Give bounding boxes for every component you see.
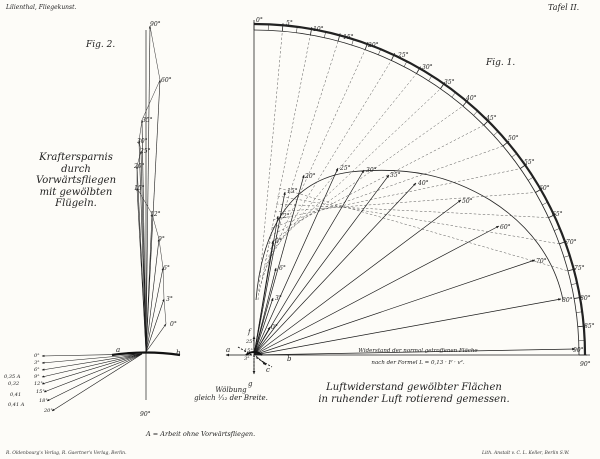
- fig1-origin-arrow-c: [256, 356, 266, 365]
- fig2-vert-label-12: 12°: [150, 211, 161, 218]
- fig1-label: Fig. 1.: [486, 58, 516, 68]
- fig1-outer-label-85: 85°: [584, 323, 595, 330]
- fig1-outer-label-55: 55°: [524, 159, 535, 166]
- fig1-outer-label-65: 65°: [552, 211, 563, 218]
- fig1-force-arrow: [254, 299, 561, 355]
- fig2-vert-label-3: 3°: [166, 296, 173, 303]
- fig1-dashed-ray: [279, 188, 568, 271]
- fig2-title-line2: durch Vorwärtsfliegen: [35, 163, 117, 186]
- fig1-outer-label-5: 5°: [286, 20, 293, 27]
- fig1-outer-label-15: 15°: [343, 34, 354, 41]
- fig1-outer-arc: [254, 30, 579, 355]
- fig1-inner-label-15: 15°: [287, 188, 298, 195]
- fig2-fan-arrow: [52, 354, 142, 411]
- fig1-outer-label-40: 40°: [466, 95, 477, 102]
- fig2-vert-label-30: 30°: [137, 138, 148, 145]
- fig1-outer-label-75: 75°: [574, 265, 585, 272]
- fig1-inner-label-0: 0°: [271, 324, 278, 331]
- fig2-fan-label-15: 15°: [36, 389, 45, 395]
- fig2-vert-label-35: 35°: [142, 117, 153, 124]
- fig1-inner-label-50: 50°: [462, 198, 473, 205]
- fig1-arc-tick: [474, 111, 478, 115]
- fig2-vert-label-60: 60°: [161, 77, 172, 84]
- fig1-inner-label-9: 9°: [275, 238, 282, 245]
- fig2-fan-arrow: [42, 354, 142, 356]
- fig1-dashed-ray: [272, 146, 503, 228]
- fig2-fan-label-0: 0°: [34, 353, 40, 359]
- fig1-outer-label-45: 45°: [486, 115, 497, 122]
- fig2-vert-label-25: 25°: [140, 148, 151, 155]
- header-left: Lilienthal, Fliegekunst.: [6, 4, 77, 11]
- fig1-letter-a: a: [226, 346, 231, 354]
- fig2-ratio-label-2: 0,32: [8, 381, 20, 387]
- fig1-extra-label-25: 25°: [246, 339, 255, 345]
- fig2-fan-label-18: 18°: [39, 398, 48, 404]
- fig1-outer-label-60: 60°: [539, 185, 550, 192]
- header-right: Tafel II.: [548, 3, 580, 12]
- fig2-top-label: 90°: [150, 21, 161, 28]
- fig1-inner-label-25: 25°: [340, 165, 351, 172]
- fig2-fan-label-9: 9°: [34, 374, 40, 380]
- fig2-ratio-label-4: 0,41 A: [8, 402, 25, 408]
- fig1-dashed-ray: [264, 60, 391, 268]
- fig1-letter-c: c: [266, 366, 270, 374]
- fig2-ratio-label-3: 0,41: [10, 392, 22, 398]
- fig1-inner-label-70: 70°: [536, 258, 547, 265]
- fig1-letter-f: f: [248, 328, 251, 336]
- fig2-vert-label-15: 15°: [134, 185, 145, 192]
- fig1-title-line1: Luftwiderstand gewölbter Flächen: [326, 382, 502, 393]
- fig1-outer-label-90: 90°: [580, 361, 591, 368]
- fig1-inner-label-90: 90°: [573, 347, 584, 354]
- fig1-outer-label-0: 0°: [256, 17, 263, 24]
- fig2-vert-label-0: 0°: [170, 321, 177, 328]
- fig1-outer-label-50: 50°: [508, 135, 519, 142]
- fig2-vert-label-20: 20°: [134, 163, 145, 170]
- fig1-outer-label-70: 70°: [566, 239, 577, 246]
- fig2-fan-label-3: 3°: [34, 360, 40, 366]
- fig2-bottom-label: 90°: [140, 411, 151, 418]
- fig2-fan-arrow: [42, 354, 142, 370]
- fig2-vert-label-9: 9°: [158, 236, 165, 243]
- fig1-dashed-ray: [260, 35, 311, 292]
- fig1-inner-label-40: 40°: [418, 180, 429, 187]
- fig1-vectors: [254, 168, 575, 355]
- fig1-outer-label-30: 30°: [422, 64, 433, 71]
- fig1-inner-label-6: 6°: [279, 265, 286, 272]
- fig2-ratio-label-1: 0,35 A: [4, 374, 21, 380]
- fig2-fan-label-6: 6°: [34, 367, 40, 373]
- fig1-arc-tick: [494, 131, 498, 135]
- fig1-dashed-ray: [267, 89, 440, 252]
- fig1-outer-label-35: 35°: [444, 79, 455, 86]
- fig2-title-line4: Flügeln.: [55, 198, 97, 209]
- fig1-arc-tick: [564, 255, 570, 257]
- fig1-outer-label-25: 25°: [398, 52, 409, 59]
- fig1-inner-label-12: 12°: [279, 213, 290, 220]
- fig2-point-b: b: [176, 349, 181, 357]
- fig1-force-arrow: [254, 260, 535, 355]
- fig2-title-line3: mit gewölbten: [39, 186, 113, 198]
- fig1-inner-label-30: 30°: [366, 167, 377, 174]
- fig1-force-arrow: [254, 168, 338, 355]
- fig1-arc-tick: [542, 202, 547, 205]
- fig1-dashed-ray: [270, 125, 484, 236]
- footer-left: R. Oldenbourg's Verlag, R. Gaertner's Verlag, Berlin.: [6, 451, 127, 456]
- fig2-point-a: a: [116, 346, 121, 354]
- fig2-force-arrow: [146, 239, 159, 352]
- fig1-title-line2: in ruhender Luft rotierend gemessen.: [318, 393, 510, 405]
- fig1-outer-ticks: [254, 22, 587, 355]
- fig1-arc-tick: [528, 177, 533, 180]
- fig1-inner-label-35: 35°: [390, 172, 401, 179]
- fig1-inner-label-20: 20°: [305, 173, 316, 180]
- fig1-arc-tick: [429, 76, 432, 81]
- fig1-force-arrow: [254, 226, 499, 355]
- fig2-caption: A = Arbeit ohne Vorwärtsfliegen.: [146, 430, 256, 438]
- fig1-outer-label-20: 20°: [368, 42, 379, 49]
- fig1-letter-b: b: [287, 355, 292, 363]
- fig1-outer-label-80: 80°: [580, 295, 591, 302]
- fig1-inner-label-80: 80°: [562, 297, 573, 304]
- fig1-outer-label-10: 10°: [313, 26, 324, 33]
- fig2-fan-label-12: 12°: [34, 381, 43, 387]
- fig2-labels: [4, 21, 255, 438]
- fig1-inner-label-3: 3°: [275, 295, 282, 302]
- fig1-caption-line2: nach der Formel L = 0,13 · F · v².: [371, 360, 465, 366]
- fig1-arc-tick: [452, 92, 456, 97]
- fig1-extra-label-15: 15°: [244, 348, 253, 354]
- fig2-force-arrow: [141, 151, 146, 352]
- fig2-title-line1: Kraftersparnis: [39, 152, 113, 163]
- fig1-extra-label-3: 3°: [244, 356, 250, 362]
- fig1-caption: [358, 348, 478, 366]
- fig1-arc-tick: [512, 153, 517, 157]
- curvature-note-line1: Wölbung: [215, 386, 247, 394]
- fig1-dashed-ray: [278, 196, 560, 244]
- fig1-caption-line1: Widerstand der normal getroffenen Fläche: [358, 348, 478, 354]
- fig1-inner-label-60: 60°: [500, 224, 511, 231]
- curvature-note-line2: gleich ¹⁄₁₂ der Breite.: [194, 394, 268, 403]
- footer-right: Lith. Anstalt v. C. L. Keller, Berlin S.W.: [482, 451, 570, 456]
- fig2-label: Fig. 2.: [86, 40, 116, 50]
- fig2-fan-label-20: 20°: [44, 408, 53, 414]
- fig1-letter-g: g: [248, 380, 253, 388]
- fig1-arc-tick: [404, 61, 407, 66]
- fig1-arc-tick: [378, 49, 380, 55]
- fig2-vert-label-6: 6°: [163, 265, 170, 272]
- fig1-arc-tick: [554, 228, 560, 230]
